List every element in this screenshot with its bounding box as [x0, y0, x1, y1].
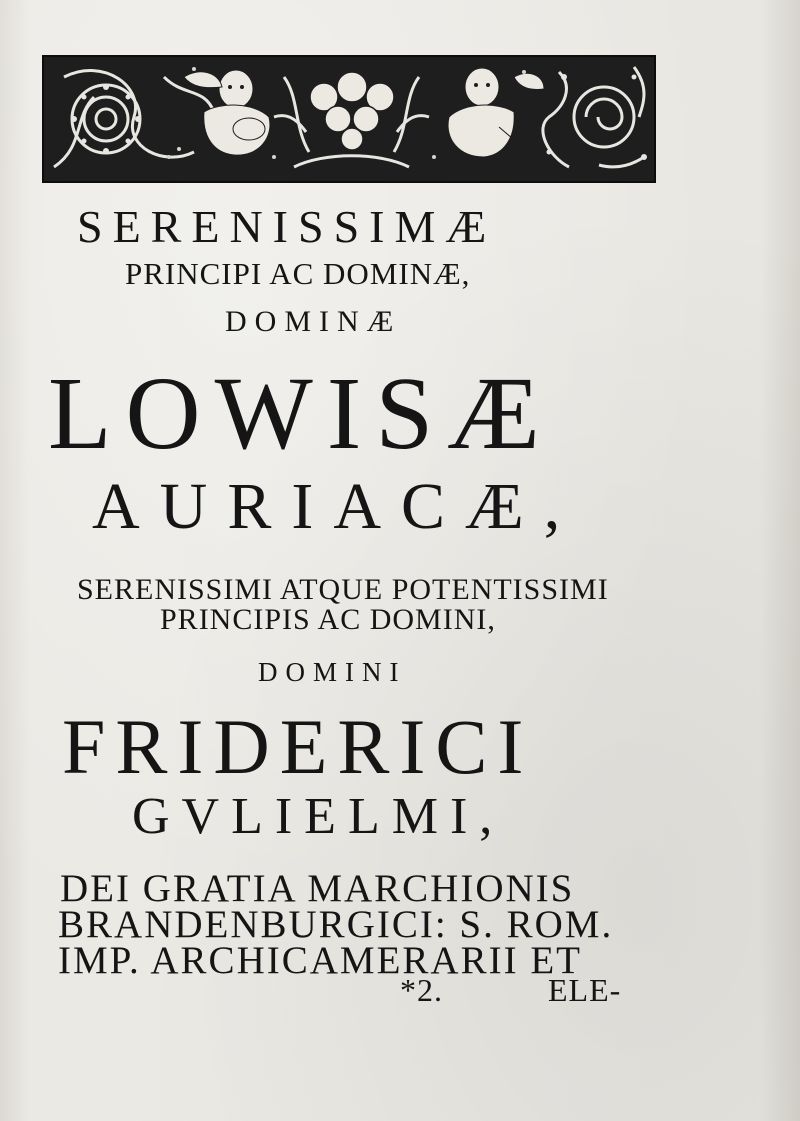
signature-mark: *2. [400, 972, 443, 1008]
title-line-archicamerarii: IMP. ARCHICAMERARII ET [58, 939, 582, 982]
title-line-brandenburgici: BRANDENBURGICI: S. ROM. [58, 903, 614, 946]
title-line-lowisae: LOWISÆ [48, 356, 554, 471]
title-line-dominae: DOMINÆ [225, 305, 402, 338]
title-line-serenissimae: SERENISSIMÆ [77, 201, 497, 252]
title-line-domini: DOMINI [258, 657, 407, 687]
title-line-friderici: FRIDERICI [62, 703, 534, 790]
title-line-principi: PRINCIPI AC DOMINÆ, [125, 256, 471, 291]
catchword: ELE- [548, 972, 622, 1008]
title-line-principis: PRINCIPIS AC DOMINI, [160, 603, 496, 636]
title-line-serenissimi: SERENISSIMI ATQUE POTENTISSIMI [77, 573, 609, 606]
title-line-auriacae: AURIACÆ, [92, 470, 581, 543]
title-line-gvlielmi: GVLIELMI, [132, 788, 505, 845]
ornamental-headpiece-icon [42, 55, 656, 183]
title-line-dei-gratia: DEI GRATIA MARCHIONIS [60, 867, 575, 910]
